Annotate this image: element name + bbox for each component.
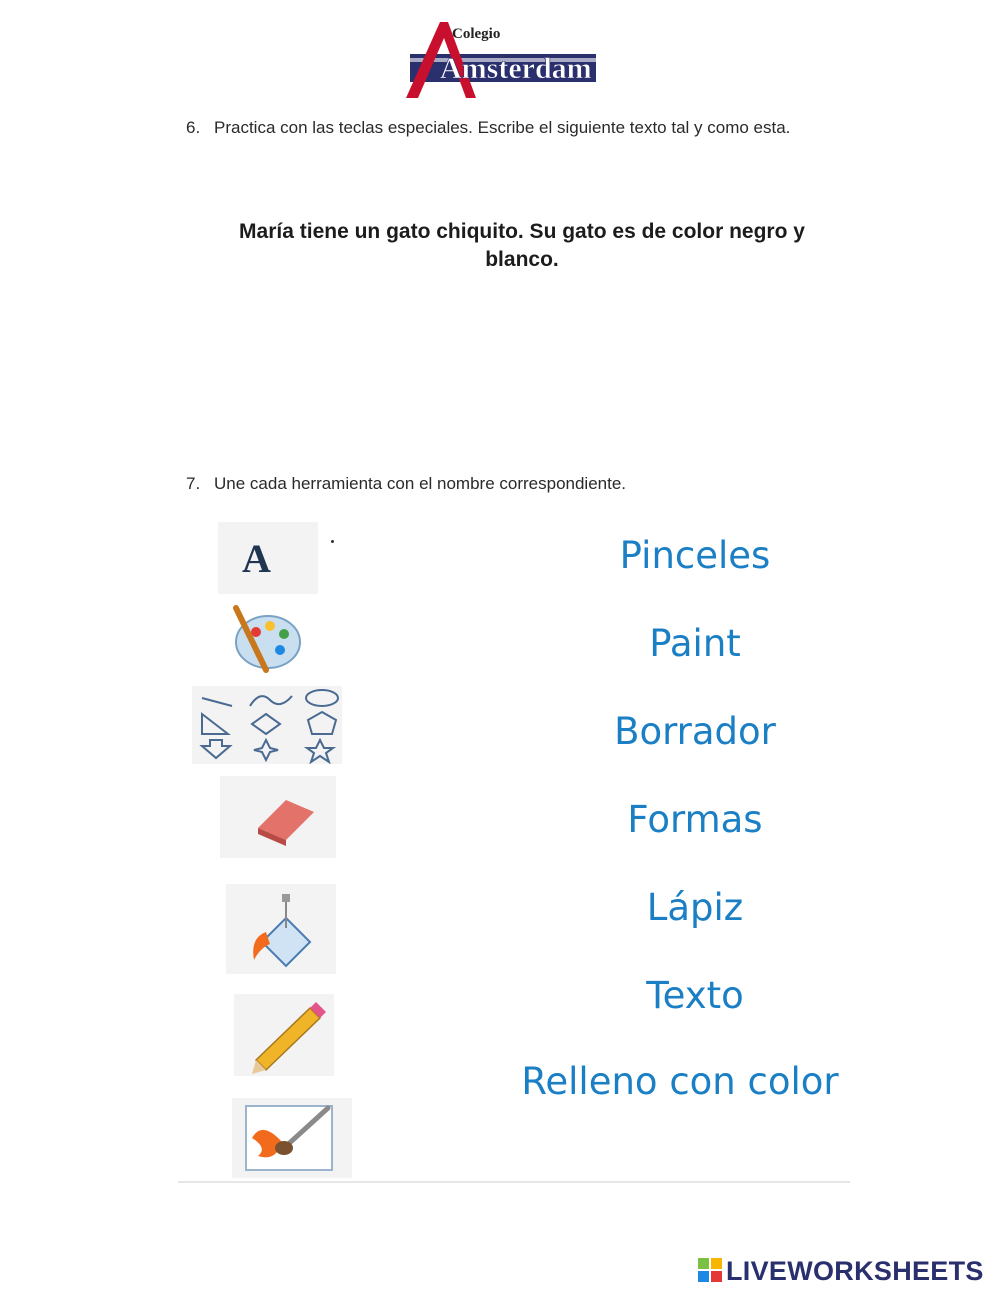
liveworksheets-text: LIVEWORKSHEETS <box>726 1255 984 1286</box>
tool-pencil[interactable] <box>234 994 334 1076</box>
tool-brush[interactable] <box>232 1098 352 1178</box>
colegio-amsterdam-logo <box>400 18 600 104</box>
shapes-icon <box>192 686 342 764</box>
practice-sentence: María tiene un gato chiquito. Su gato es de color negro y blanco. <box>239 220 805 271</box>
name-texto: Texto <box>646 974 744 1017</box>
fill-bucket-icon <box>226 884 336 974</box>
name-lapiz: Lápiz <box>646 886 744 929</box>
question-7-number: 7. <box>186 474 201 493</box>
tool-shapes[interactable] <box>192 686 342 764</box>
divider <box>178 1181 850 1183</box>
tool-text[interactable] <box>218 522 318 594</box>
svg-text:A: A <box>242 536 271 581</box>
eraser-icon <box>220 776 336 858</box>
liveworksheets-icon <box>698 1258 722 1284</box>
text-tool-icon <box>218 522 318 594</box>
name-relleno-con-color: Relleno con color <box>521 1060 839 1103</box>
name-formas: Formas <box>627 798 763 841</box>
tool-eraser[interactable] <box>220 776 336 858</box>
brush-icon <box>232 1098 352 1178</box>
name-pinceles: Pinceles <box>619 534 771 577</box>
paint-palette-icon <box>226 602 306 678</box>
dot <box>331 540 334 543</box>
question-6-text: Practica con las teclas especiales. Escribe el siguiente texto tal y como esta. <box>214 118 791 137</box>
logo-small-text: Colegio <box>452 26 501 42</box>
question-6-number: 6. <box>186 118 201 137</box>
tool-fill[interactable] <box>226 884 336 974</box>
tool-paint[interactable] <box>226 602 306 678</box>
question-7-text: Une cada herramienta con el nombre correspondiente. <box>214 474 627 493</box>
liveworksheets-logo <box>698 1255 984 1287</box>
logo-main-text: Amsterdam <box>440 52 592 85</box>
name-paint: Paint <box>649 622 741 665</box>
pencil-icon <box>234 994 334 1076</box>
name-borrador: Borrador <box>614 710 776 753</box>
